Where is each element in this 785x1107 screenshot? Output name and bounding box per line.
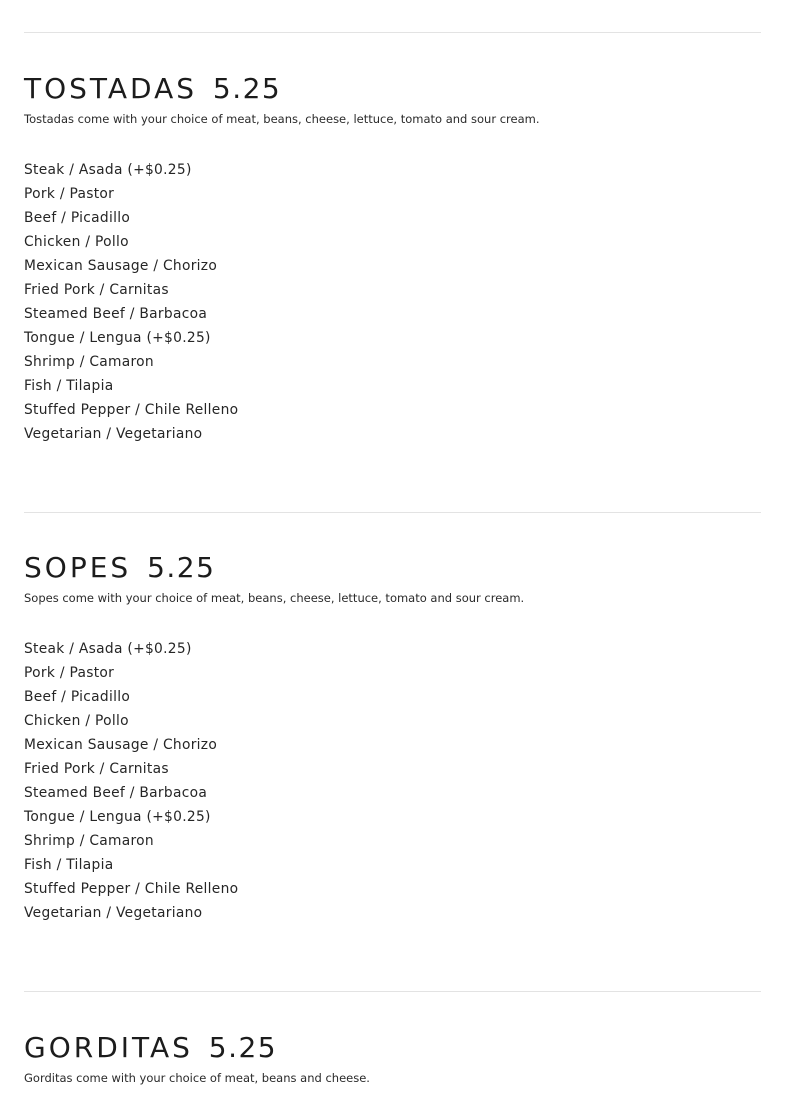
- section-price: 5.25: [147, 551, 216, 584]
- menu-item: Mexican Sausage / Chorizo: [24, 737, 218, 753]
- menu-item: Tongue / Lengua (+$0.25): [24, 809, 211, 825]
- section-description: Tostadas come with your choice of meat, beans, cheese, lettuce, tomato and sour cream.: [24, 112, 540, 126]
- menu-item: Mexican Sausage / Chorizo: [24, 258, 218, 274]
- section-tostadas: [24, 73, 761, 446]
- menu-item: Stuffed Pepper / Chile Relleno: [24, 881, 239, 897]
- section-gorditas: [24, 1032, 761, 1086]
- menu-item: Beef / Picadillo: [24, 689, 131, 705]
- menu-item: Pork / Pastor: [24, 665, 115, 681]
- section-divider: [24, 512, 761, 513]
- section-name: GORDITAS: [24, 1031, 193, 1064]
- menu-item: Steamed Beef / Barbacoa: [24, 306, 208, 322]
- section-description: Sopes come with your choice of meat, beans, cheese, lettuce, tomato and sour cream.: [24, 591, 525, 605]
- menu-item-list: [24, 158, 761, 446]
- section-sopes: [24, 552, 761, 925]
- section-description: Gorditas come with your choice of meat, beans and cheese.: [24, 1071, 370, 1085]
- menu-item: Chicken / Pollo: [24, 713, 129, 729]
- section-title: [24, 552, 761, 584]
- menu-item: Steak / Asada (+$0.25): [24, 162, 192, 178]
- menu-item: Steak / Asada (+$0.25): [24, 641, 192, 657]
- section-divider: [24, 32, 761, 33]
- section-name: SOPES: [24, 551, 132, 584]
- menu-item: Beef / Picadillo: [24, 210, 131, 226]
- menu-item: Vegetarian / Vegetariano: [24, 426, 203, 442]
- menu-item: Shrimp / Camaron: [24, 354, 154, 370]
- section-price: 5.25: [208, 1031, 278, 1064]
- menu-item: Stuffed Pepper / Chile Relleno: [24, 402, 239, 418]
- menu-item: Fish / Tilapia: [24, 378, 114, 394]
- menu-item: Fried Pork / Carnitas: [24, 761, 169, 777]
- menu-item: Pork / Pastor: [24, 186, 115, 202]
- section-name: TOSTADAS: [24, 72, 197, 105]
- section-title: [24, 73, 761, 105]
- menu-item: Vegetarian / Vegetariano: [24, 905, 203, 921]
- menu-item: Fish / Tilapia: [24, 857, 114, 873]
- menu-item: Fried Pork / Carnitas: [24, 282, 169, 298]
- menu-item-list: [24, 637, 761, 925]
- menu-item: Tongue / Lengua (+$0.25): [24, 330, 211, 346]
- menu-item: Chicken / Pollo: [24, 234, 129, 250]
- menu-item: Shrimp / Camaron: [24, 833, 154, 849]
- section-divider: [24, 991, 761, 992]
- section-price: 5.25: [212, 72, 282, 105]
- menu-item: Steamed Beef / Barbacoa: [24, 785, 208, 801]
- section-title: [24, 1032, 761, 1064]
